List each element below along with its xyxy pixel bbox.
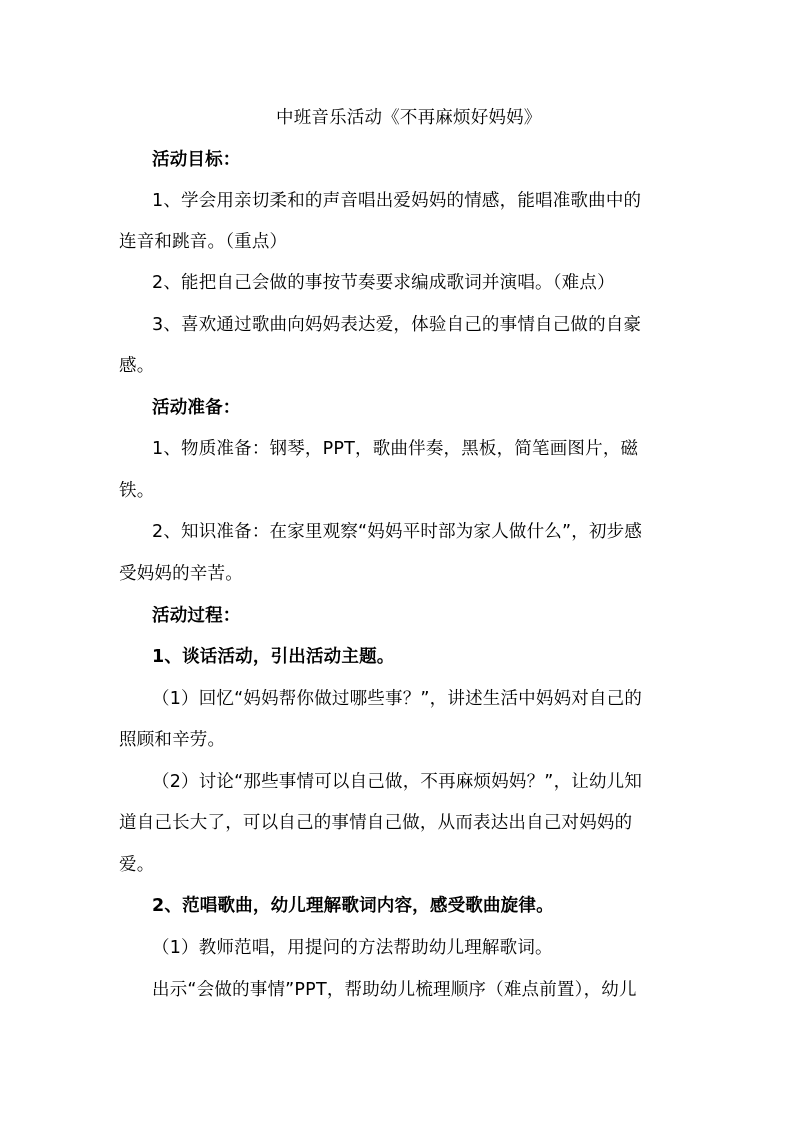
goal-item-2: 2、能把自己会做的事按节奏要求编成歌词并演唱。（难点） <box>152 273 615 293</box>
prep-item-2-line-1: 2、知识准备：在家里观察“妈妈平时部为家人做什么”，初步感 <box>152 522 643 542</box>
goal-item-1-line-2: 连音和跳音。（重点） <box>119 232 288 252</box>
step-2-paragraph-line-1: 出示“会做的事情”PPT，帮助幼儿梳理顺序（难点前置），幼儿 <box>152 980 637 1000</box>
document-title: 中班音乐活动《不再麻烦好妈妈》 <box>276 108 542 128</box>
step-2-sub-1: （1）教师范唱，用提问的方法帮助幼儿理解歌词。 <box>152 938 553 958</box>
step-1-sub-2-line-1: （2）讨论“那些事情可以自己做，不再麻烦妈妈？”，让幼儿知 <box>152 772 643 792</box>
prep-item-2-line-2: 受妈妈的辛苦。 <box>119 564 243 584</box>
step-1-heading: 1、谈话活动，引出活动主题。 <box>152 647 395 667</box>
goal-item-3-line-1: 3、喜欢通过歌曲向妈妈表达爱，体验自己的事情自己做的自豪 <box>152 315 642 335</box>
goals-heading: 活动目标： <box>152 150 241 170</box>
goal-item-1-line-1: 1、学会用亲切柔和的声音唱出爱妈妈的情感，能唱准歌曲中的 <box>152 191 642 211</box>
step-2-heading: 2、范唱歌曲，幼儿理解歌词内容，感受歌曲旋律。 <box>152 896 554 916</box>
step-1-sub-1-line-2: 照顾和辛劳。 <box>119 730 226 750</box>
goal-item-3-line-2: 感。 <box>119 356 155 376</box>
step-1-sub-2-line-2: 道自己长大了，可以自己的事情自己做，从而表达出自己对妈妈的 <box>119 813 633 833</box>
step-1-sub-2-line-3: 爱。 <box>119 855 155 875</box>
prep-heading: 活动准备： <box>152 398 241 418</box>
prep-item-1-line-2: 铁。 <box>119 481 155 501</box>
prep-item-1-line-1: 1、物质准备：钢琴，PPT，歌曲伴奏，黑板，简笔画图片，磁 <box>152 439 639 459</box>
process-heading: 活动过程： <box>152 606 241 626</box>
step-1-sub-1-line-1: （1）回忆“妈妈帮你做过哪些事？”，讲述生活中妈妈对自己的 <box>152 689 643 709</box>
